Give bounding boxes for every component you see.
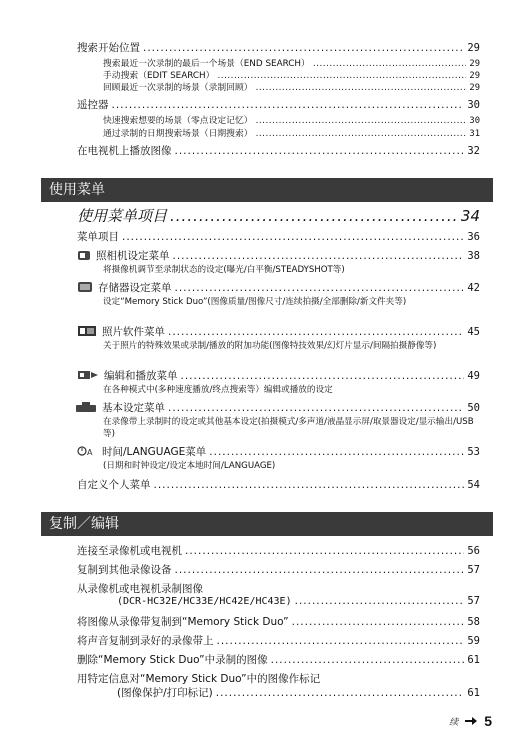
dot-leader [168, 402, 464, 414]
toc-entry-dub[interactable] [77, 633, 480, 647]
entry-description: 设定“Memory Stick Duo”(图像质量/图像尺寸/连续拍摄/全部删除/新文件夹等) [103, 297, 407, 307]
toc-entry-edit-playback[interactable] [104, 368, 480, 382]
page-ref: 61 [467, 687, 480, 699]
toc-subtitle: 手动搜索（EDIT SEARCH） [103, 71, 215, 81]
page-footer [449, 713, 492, 729]
toc-entry-memory-settings[interactable] [98, 280, 480, 294]
toc-entry-time-language[interactable] [102, 444, 480, 458]
page-ref: 50 [467, 402, 480, 414]
toc-title: 基本设定菜单 [102, 402, 165, 414]
toc-title-line2: (DCR-HC32E/HC33E/HC42E/HC43E) [117, 596, 292, 607]
page-ref: 53 [467, 446, 480, 458]
toc-entry-menu-items[interactable] [77, 229, 480, 243]
toc-entry-dub[interactable] [117, 595, 480, 609]
entry-description: (日期和时钟设定/设定本地时间/LANGUAGE) [103, 461, 276, 471]
page-ref: 61 [467, 654, 480, 666]
page-ref: 49 [467, 370, 480, 382]
dot-leader [209, 446, 464, 458]
toc-subtitle: 快速搜索想要的场景（零点设定记忆） [103, 116, 253, 126]
dot-leader [170, 207, 458, 225]
continued-label: 续 [449, 717, 459, 728]
memory-settings-icon [77, 281, 93, 293]
toc-title: 从录像机或电视机录制图像 [77, 583, 203, 595]
dot-leader [168, 326, 464, 338]
toc-subentry[interactable] [103, 56, 480, 68]
entry-description: 在各种模式中(多种速度播放/终点搜索等）编辑或播放的设定 [103, 385, 333, 395]
dot-leader [143, 42, 464, 54]
toc-subentry[interactable] [103, 126, 480, 138]
page-ref: 32 [467, 145, 480, 157]
page-ref: 56 [467, 545, 480, 557]
section-header-menu: 使用菜单 [41, 178, 493, 202]
entry-description: 关于照片的特殊效果或录制/播放的附加功能(图像特技效果/幻灯片显示/间隔拍摄静像等) [103, 341, 437, 351]
toc-title: 将图像从录像带复制到“Memory Stick Duo” [77, 616, 289, 628]
edit-playback-icon [77, 369, 99, 381]
page-ref: 59 [467, 635, 480, 647]
toc-subtitle: 通过录制的日期搜索场景（日期搜索） [103, 129, 253, 139]
dot-leader [185, 545, 464, 557]
entry-description: 在录像带上录制时的设定或其他基本设定(拍摄模式/多声道/液晶显示屏/取景器设定/显示输出/USB等) [103, 417, 474, 439]
page-ref: 29 [467, 42, 480, 54]
dot-leader [292, 616, 465, 628]
page-ref: 58 [467, 616, 480, 628]
dot-leader [122, 231, 464, 243]
toc-entry-standard-setup[interactable] [102, 400, 480, 414]
toc-title: 照片软件菜单 [102, 326, 165, 338]
picture-application-icon [77, 325, 97, 337]
toc-subentry[interactable] [103, 113, 480, 125]
dot-leader [256, 116, 467, 126]
page-ref: 38 [467, 250, 480, 262]
toc-entry-dub[interactable] [77, 614, 480, 628]
dot-leader [217, 635, 465, 647]
camera-settings-icon [77, 249, 91, 261]
dot-leader [175, 564, 465, 576]
section-header-dubbing: 复制／编辑 [41, 512, 493, 536]
toc-title: 遥控器 [77, 99, 109, 111]
dot-leader [256, 83, 467, 93]
toc-entry-dub[interactable] [117, 685, 480, 699]
toc-title: 菜单项目 [77, 231, 119, 243]
toc-subentry[interactable] [103, 68, 480, 80]
toc-title: 用特定信息对“Memory Stick Duo”中的图像作标记 [77, 673, 321, 685]
toc-subentry[interactable] [103, 80, 480, 92]
toc-title: 照相机设定菜单 [96, 250, 170, 262]
toc-entry-remote[interactable] [77, 97, 480, 111]
dot-leader [256, 129, 467, 139]
dot-leader [175, 145, 465, 157]
toc-entry-dub[interactable] [77, 543, 480, 557]
page-ref: 29 [469, 71, 480, 81]
toc-subtitle: 搜索最近一次录制的最后一个场景（END SEARCH） [103, 59, 310, 69]
dot-leader [181, 370, 465, 382]
toc-title: 时间/LANGUAGE菜单 [102, 446, 207, 458]
arrow-right-icon [464, 716, 478, 726]
page-ref: 30 [469, 116, 480, 126]
toc-entry-using-menu-items[interactable] [77, 205, 480, 225]
time-language-icon [77, 445, 95, 457]
toc-title: 编辑和播放菜单 [104, 370, 178, 382]
svg-text:A: A [87, 448, 93, 457]
page-ref: 30 [467, 99, 480, 111]
dot-leader [175, 282, 465, 294]
toc-title: 将声音复制到录好的录像带上 [77, 635, 214, 647]
toc-title: 在电视机上播放图像 [77, 145, 172, 157]
toc-title: 存储器设定菜单 [98, 282, 172, 294]
page-ref: 57 [467, 595, 480, 607]
toc-entry-tv-playback[interactable] [77, 143, 480, 157]
dot-leader [173, 250, 465, 262]
dot-leader [295, 595, 465, 607]
toc-title: 删除“Memory Stick Duo”中录制的图像 [77, 654, 268, 666]
page-number: 5 [484, 713, 492, 729]
page-ref: 31 [469, 129, 480, 139]
dot-leader [271, 654, 465, 666]
toc-title: 自定义个人菜单 [77, 479, 151, 491]
toc-entry-dub[interactable] [77, 652, 480, 666]
standard-setup-icon [75, 401, 97, 413]
dot-leader [112, 99, 465, 111]
page-ref: 29 [469, 83, 480, 93]
toc-entry-search-start[interactable] [77, 40, 480, 54]
toc-title-line2: (图像保护/打印标记) [117, 687, 213, 699]
entry-description: 将摄像机调节至录制状态的设定(曝光/白平衡/STEADYSHOT等) [103, 265, 345, 275]
page-ref: 42 [467, 282, 480, 294]
toc-title: 复制到其他录像设备 [77, 564, 172, 576]
toc-title: 搜索开始位置 [77, 42, 140, 54]
page-ref: 36 [467, 231, 480, 243]
page-ref: 34 [460, 207, 480, 225]
toc-title: 连接至录像机或电视机 [77, 545, 182, 557]
toc-title: 使用菜单项目 [77, 207, 168, 225]
page-ref: 57 [467, 564, 480, 576]
page-ref: 29 [469, 59, 480, 69]
toc-entry-dub[interactable] [77, 562, 480, 576]
page-ref: 45 [467, 326, 480, 338]
dot-leader [154, 479, 465, 491]
toc-entry-camera-settings[interactable] [96, 248, 480, 262]
toc-entry-picture-application[interactable] [102, 324, 480, 338]
toc-entry-personal-menu[interactable] [77, 477, 480, 491]
page-ref: 54 [467, 479, 480, 491]
toc-subtitle: 回顾最近一次录制的场景（录制回顾） [103, 83, 253, 93]
dot-leader [216, 687, 465, 699]
